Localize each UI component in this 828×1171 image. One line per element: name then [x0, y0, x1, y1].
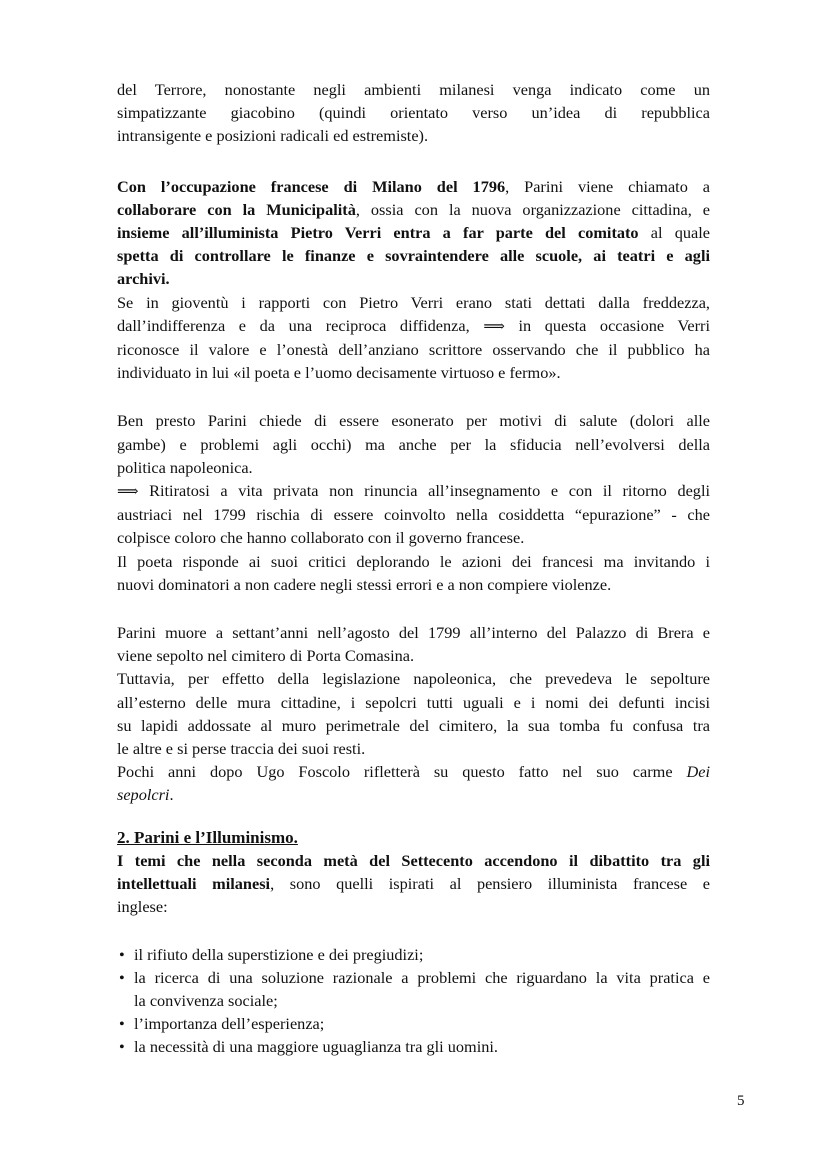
- text-line: all’esterno delle mura cittadine, i sepolcri tutti uguali e i nomi dei defunti incisi: [117, 692, 710, 712]
- text-line: del Terrore, nonostante negli ambienti milanesi venga indicato come un: [117, 80, 710, 99]
- page-number: 5: [737, 1093, 745, 1109]
- list-item: • il rifiuto della superstizione e dei pregiudizi;: [117, 943, 710, 966]
- text: , Parini viene chiamato a: [505, 176, 711, 196]
- text: Ritiratosi a vita privata non rinuncia all’insegnamento e con il ritorno degli: [138, 481, 710, 501]
- text: dall’indifferenza e da una reciproca diffidenza,: [117, 315, 484, 335]
- text-line: Se in gioventù i rapporti con Pietro Verri erano stati dettati dalla freddezza,: [117, 292, 710, 312]
- text-line: colpisce coloro che hanno collaborato con il governo francese.: [117, 528, 525, 548]
- text-line: [117, 783, 710, 806]
- list-item: • l’importanza dell’esperienza;: [117, 1012, 710, 1035]
- bold-text: collaborare con la Municipalità: [117, 199, 356, 219]
- text-line: [117, 244, 710, 267]
- paragraph-esonero: [117, 409, 710, 596]
- text-line: nuovi dominatori a non cadere negli stessi errori e a non compiere violenze.: [117, 574, 612, 594]
- text-line: [117, 198, 710, 221]
- text: , ossia con la nuova organizzazione cittadina, e: [355, 199, 710, 219]
- text-line: Ben presto Parini chiede di essere esonerato per motivi di salute (dolori alle: [117, 411, 710, 431]
- text-line: [117, 849, 710, 872]
- text-line: [117, 872, 710, 895]
- text: Pochi anni dopo Ugo Foscolo rifletterà su questo fatto nel suo carme: [117, 762, 687, 782]
- text-line: politica napoleonica.: [117, 457, 253, 477]
- bold-text: spetta di controllare le finanze e sovraintendere alle scuole, ai teatri e agli: [117, 246, 710, 266]
- paragraph-occupazione: [117, 175, 710, 385]
- text-line: su lapidi addossate al muro perimetrale del cimitero, la sua tomba fu confusa tra: [117, 715, 710, 735]
- implies-arrow-icon: ⟹: [117, 482, 139, 501]
- section-heading: 2. Parini e l’Illuminismo.: [117, 827, 298, 847]
- bold-text: intellettuali milanesi: [117, 874, 271, 894]
- bold-text: I temi che nella seconda metà del Settecento accendono il dibattito tra gli: [117, 850, 710, 870]
- text: , sono quelli ispirati al pensiero illuminista francese e: [270, 874, 710, 894]
- text-line: le altre e si perse traccia dei suoi resti.: [117, 739, 366, 759]
- text-line: gambe) e problemi agli occhi) ma anche per la sfiducia nell’evolversi della: [117, 434, 710, 454]
- list-item: • la necessità di una maggiore uguaglianza tra gli uomini.: [117, 1035, 710, 1058]
- text-line: [117, 760, 710, 783]
- paragraph-terrore: [117, 78, 710, 148]
- text-line: individuato in lui «il poeta e l’uomo decisamente virtuoso e fermo».: [117, 363, 561, 383]
- implies-arrow-icon: ⟹: [483, 316, 505, 335]
- text-line: [117, 221, 710, 244]
- italic-title: sepolcri: [117, 785, 170, 805]
- bold-text: Con l’occupazione francese di Milano del 1796: [117, 176, 506, 196]
- bold-text: archivi.: [117, 269, 170, 289]
- text-line: viene sepolto nel cimitero di Porta Comasina.: [117, 646, 415, 666]
- text-line: riconosce il valore e l’onestà dell’anziano scrittore osservando che il pubblico ha: [117, 340, 710, 360]
- text-line: simpatizzante giacobino (quindi orientato verso un’idea di repubblica: [117, 103, 710, 123]
- text-line: Tuttavia, per effetto della legislazione napoleonica, che prevedeva le sepolture: [117, 669, 710, 689]
- text: al quale: [638, 223, 710, 243]
- text-line: austriaci nel 1799 rischia di essere coinvolto nella cosiddetta “epurazione” - che: [117, 505, 710, 525]
- text-line: [117, 175, 710, 198]
- text: .: [169, 785, 174, 805]
- text: la convivenza sociale;: [134, 990, 278, 1010]
- text-line: inglese:: [117, 897, 168, 917]
- bold-text: insieme all’illuminista Pietro Verri entra a far parte del comitato: [117, 223, 639, 243]
- text-line: intransigente e posizioni radicali ed estremiste).: [117, 126, 429, 146]
- text-line: [117, 314, 710, 338]
- text: in questa occasione Verri: [504, 315, 710, 335]
- paragraph-morte: [117, 621, 710, 807]
- text-line: Il poeta risponde ai suoi critici deplorando le azioni dei francesi ma invitando i: [117, 551, 710, 571]
- paragraph-temi: [117, 849, 710, 919]
- text-line: [117, 267, 710, 290]
- bullet-list: [117, 943, 710, 1059]
- text-line: Parini muore a settant’anni nell’agosto del 1799 all’interno del Palazzo di Brera e: [117, 623, 710, 643]
- text: • la ricerca di una soluzione razionale a problemi che riguardano la vita pratica e: [134, 967, 710, 987]
- italic-title: Dei: [686, 762, 710, 782]
- text-line: [117, 479, 710, 503]
- document-page: [117, 78, 710, 1059]
- list-item: [117, 966, 710, 1012]
